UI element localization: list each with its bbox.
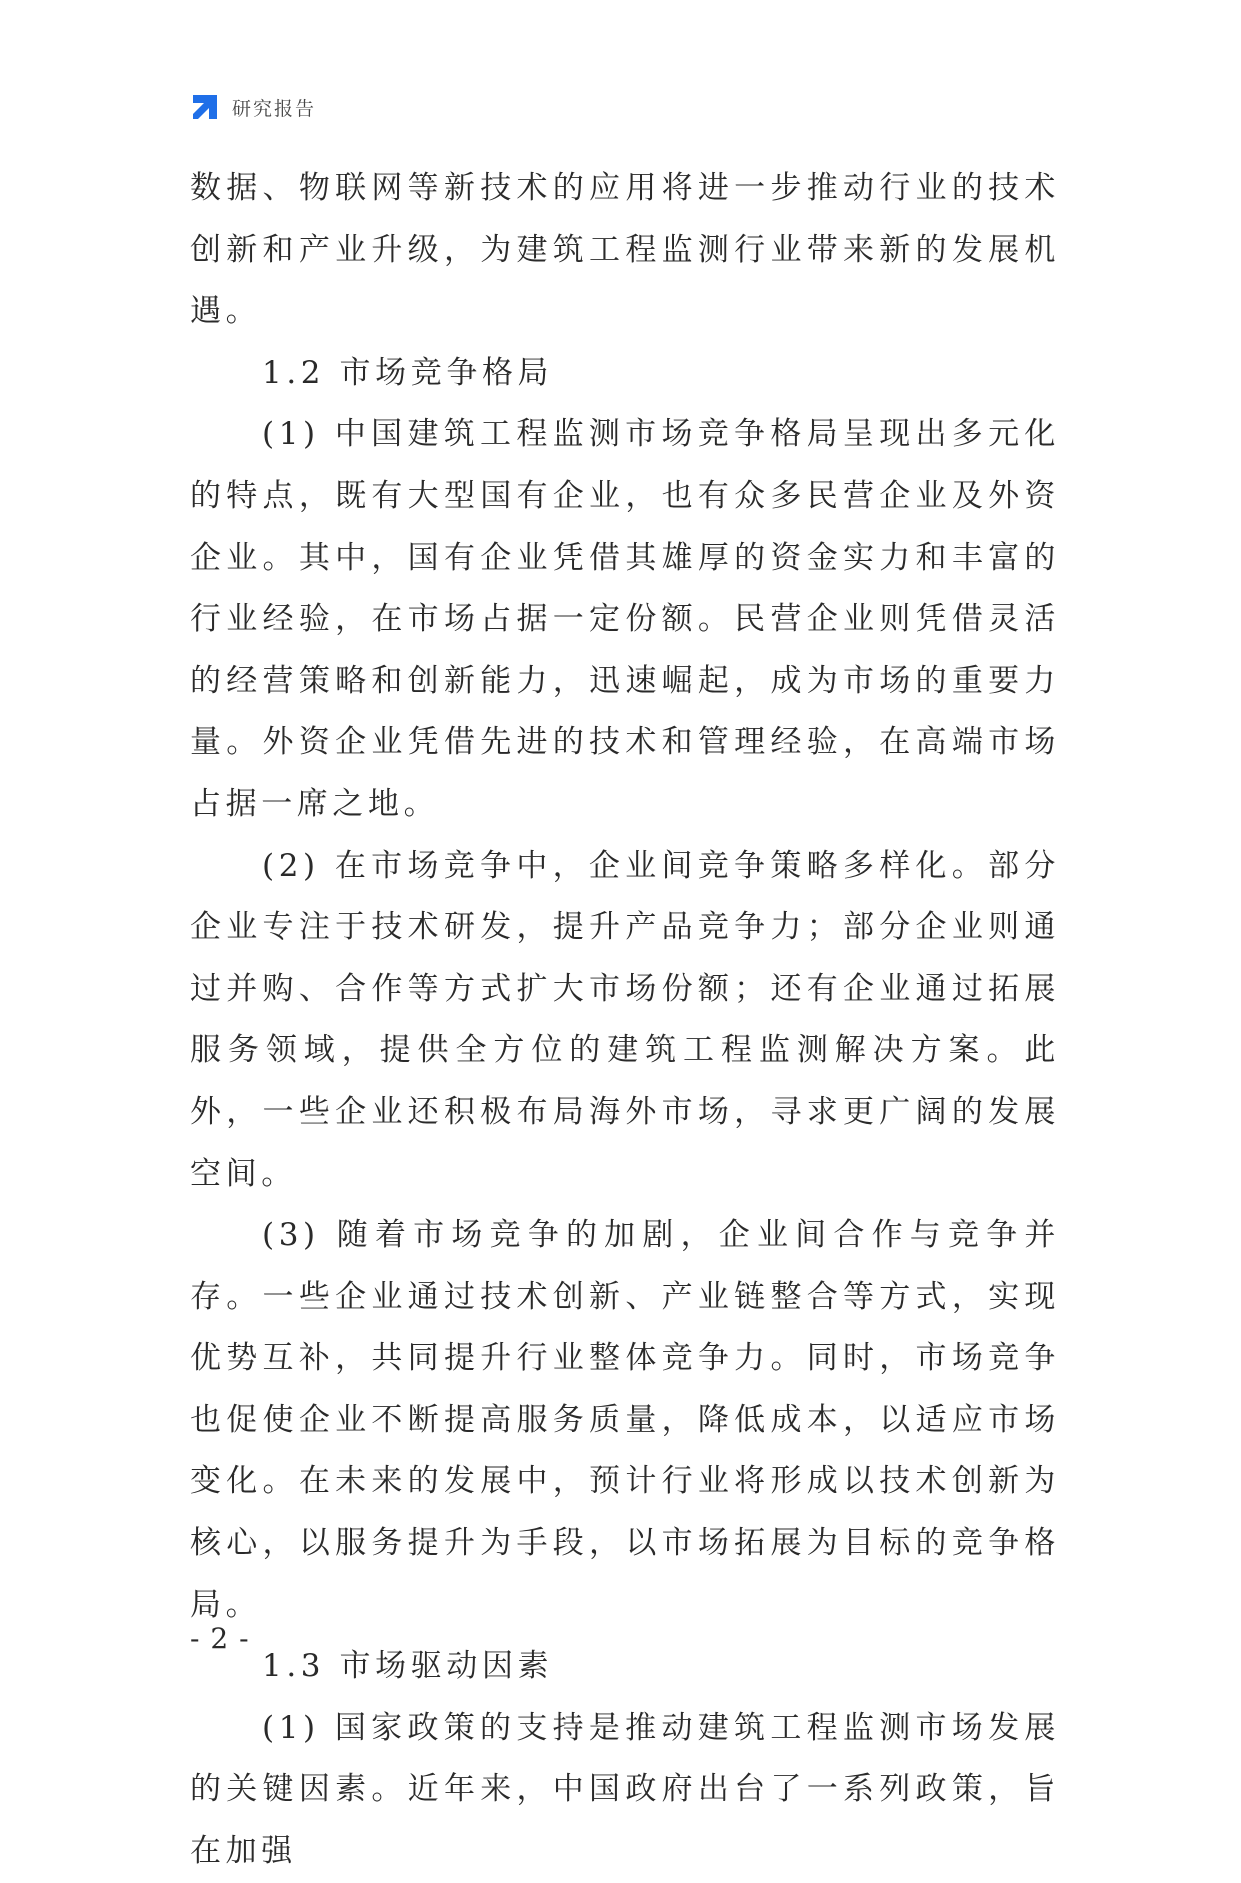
paragraph-1: (1) 中国建筑工程监测市场竞争格局呈现出多元化的特点，既有大型国有企业，也有众多民营企业及外资企业。其中，国有企业凭借其雄厚的资金实力和丰富的行业经验，在市场占据一定份额。民营企业则凭借灵活的经营策略和创新能力，迅速崛起，成为市场的重要力量。外资企业凭借先进的技术和管理经验，在高端市场占据一席之地。 [190,416,1060,822]
section-heading-1-2: 1.2 市场竞争格局 [262,354,554,391]
paragraph-continuation: 数据、物联网等新技术的应用将进一步推动行业的技术创新和产业升级，为建筑工程监测行业带来新的发展机遇。 [190,170,1060,330]
page-number: - 2 - [190,1622,250,1655]
paragraph-2: (2) 在市场竞争中，企业间竞争策略多样化。部分企业专注于技术研发，提升产品竞争力；部分企业则通过并购、合作等方式扩大市场份额；还有企业通过拓展服务领域，提供全方位的建筑工程监测解决方案。此外，一些企业还积极布局海外市场，寻求更广阔的发展空间。 [190,847,1060,1192]
paragraph-4: (1) 国家政策的支持是推动建筑工程监测市场发展的关键因素。近年来，中国政府出台了一系列政策，旨在加强 [190,1709,1060,1870]
section-heading-1-3: 1.3 市场驱动因素 [262,1648,554,1685]
brand-label: 研究报告 [232,97,317,120]
report-header [190,92,316,122]
paragraph-3: (3) 随着市场竞争的加剧，企业间合作与竞争并存。一些企业通过技术创新、产业链整合等方式，实现优势互补，共同提升行业整体竞争力。同时，市场竞争也促使企业不断提高服务质量，降低成本，以适应市场变化。在未来的发展中，预计行业将形成以技术创新为核心，以服务提升为手段，以市场拓展为目标的竞争格局。 [190,1217,1060,1623]
arrow-logo-icon [190,92,220,122]
document-body [190,158,1060,1883]
